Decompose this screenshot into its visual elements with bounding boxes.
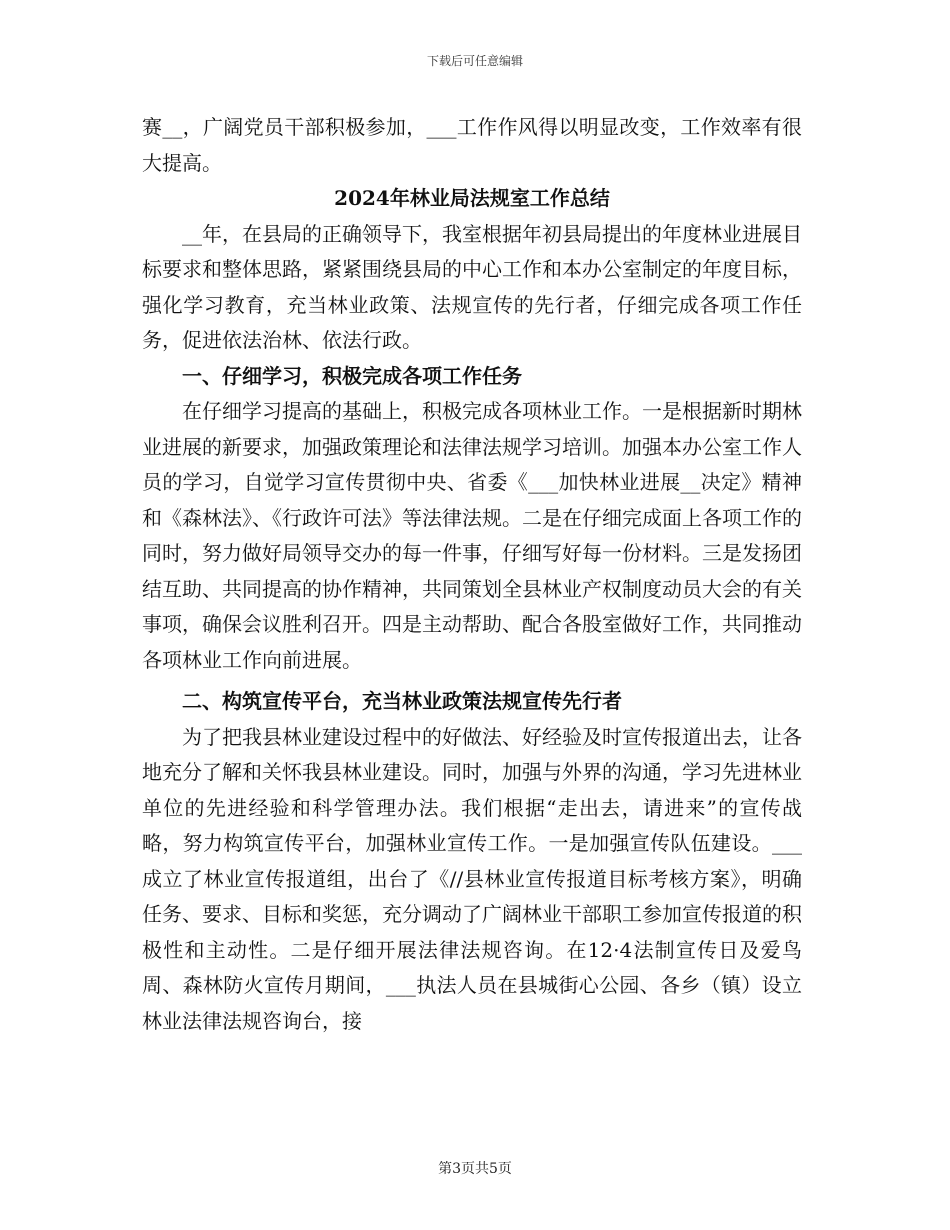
page-number: 第3页共5页	[438, 1161, 512, 1177]
section-1-paragraph: 在仔细学习提高的基础上，积极完成各项林业工作。一是根据新时期林业进展的新要求，加强政策理论和法律法规学习培训。加强本办公室工作人员的学习，自觉学习宣传贯彻中央、省委《___加快林业进展__决定》精神和《森林法》、《行政许可法》等法律法规。二是在仔细完成面上各项工作的同时，努力做好局领导交办的每一件事，仔细写好每一份材料。三是发扬团结互助、共同提高的协作精神，共同策划全县林业产权制度动员大会的有关事项，确保会议胜利召开。四是主动帮助、配合各股室做好工作，共同推动各项林业工作向前进展。	[142, 399, 802, 672]
header-note: 下载后可任意编辑	[426, 54, 523, 68]
section-2-heading: 二、构筑宣传平台，充当林业政策法规宣传先行者	[182, 689, 622, 713]
section-1-heading: 一、仔细学习，积极完成各项工作任务	[182, 363, 522, 388]
document-body	[142, 110, 802, 1039]
section-2-paragraph: 为了把我县林业建设过程中的好做法、好经验及时宣传报道出去，让各地充分了解和关怀我县林业建设。同时，加强与外界的沟通，学习先进林业单位的先进经验和科学管理办法。我们根据“走出去，请进来”的宣传战略，努力构筑宣传平台，加强林业宣传工作。一是加强宣传队伍建设。___成立了林业宣传报道组，出台了《//县林业宣传报道目标考核方案》，明确任务、要求、目标和奖惩，充分调动了广阔林业干部职工参加宣传报道的积极性和主动性。二是仔细开展法律法规咨询。在12·4法制宣传日及爱鸟周、森林防火宣传月期间，___执法人员在县城街心公园、各乡（镇）设立林业法律法规咨询台，接	[142, 724, 802, 1033]
intro-paragraph: __年，在县局的正确领导下，我室根据年初县局提出的年度林业进展目标要求和整体思路，紧紧围绕县局的中心工作和本办公室制定的年度目标，强化学习教育，充当林业政策、法规宣传的先行者，仔细完成各项工作任务，促进依法治林、依法行政。	[142, 221, 802, 352]
document-title: 2024年林业局法规室工作总结	[334, 186, 610, 210]
continuation-paragraph: 赛__，广阔党员干部积极参加，___工作作风得以明显改变，工作效率有很大提高。	[142, 115, 802, 175]
